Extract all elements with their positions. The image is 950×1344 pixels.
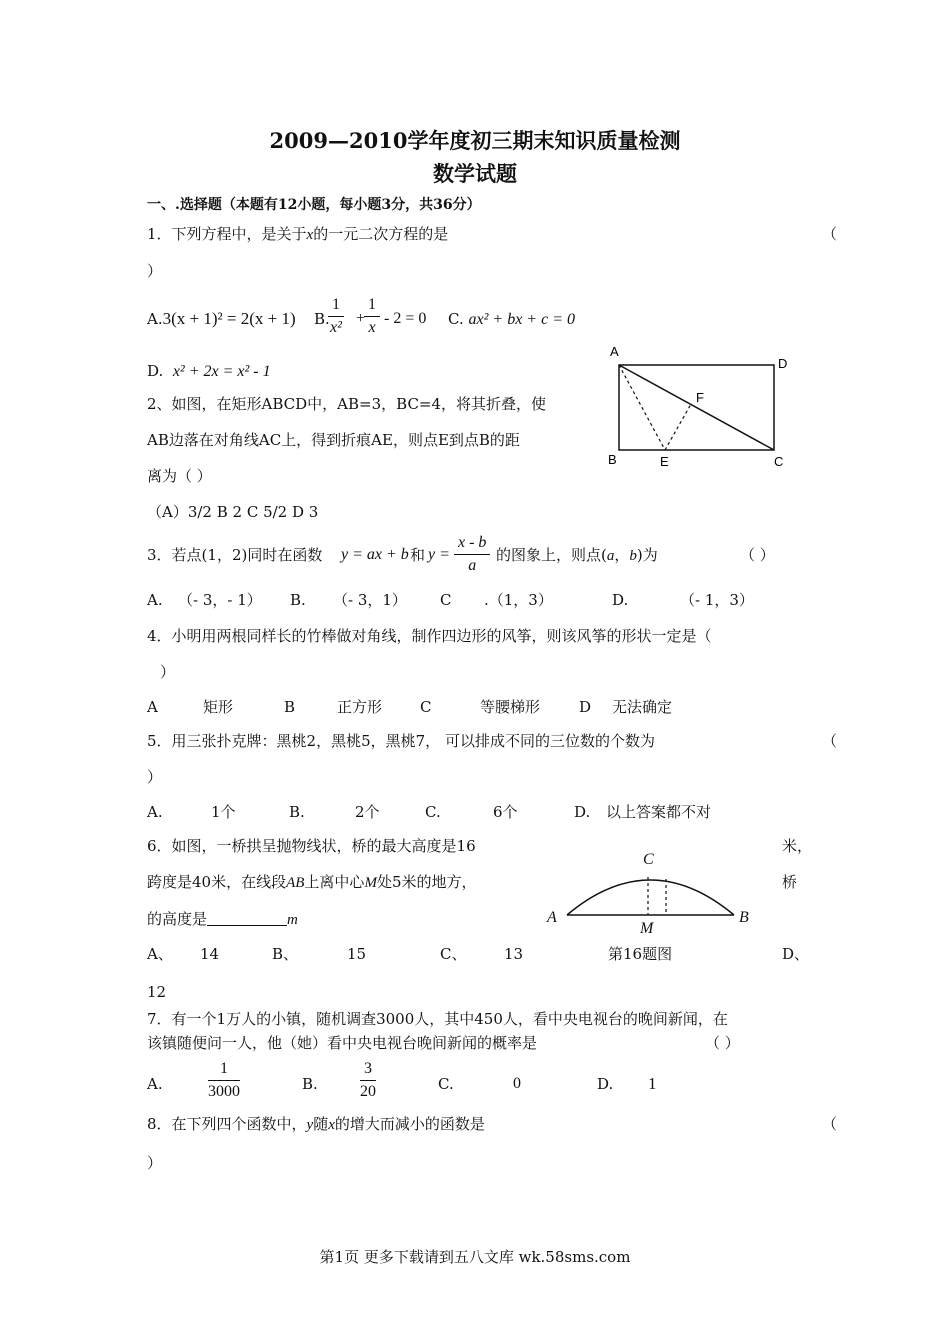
q7-option-d: D. (597, 1075, 614, 1093)
q6-option-b-value: 15 (347, 945, 367, 963)
label-d: D (778, 356, 788, 371)
label-a: A (610, 344, 619, 359)
q1-option-a: A.3(x + 1)² = 2(x + 1) (147, 309, 296, 328)
q3-stem-post: 的图象上，则点(a，b)为 (496, 546, 658, 564)
q3-option-b: B. (290, 591, 306, 609)
q5-option-a-value: 1个 (211, 803, 236, 821)
q4-option-b-value: 正方形 (337, 698, 383, 716)
q5-paren-open: （ (822, 732, 838, 750)
q3-paren: （ ） (740, 546, 775, 564)
q2-options: （A）3/2 B 2 C 5/2 D 3 (147, 503, 319, 521)
q1-paren-close: ） (147, 262, 163, 280)
page-title: 2009—2010学年度初三期末知识质量检测 (269, 128, 681, 153)
q5-option-d: D. (574, 803, 591, 821)
q5-option-b-value: 2个 (355, 803, 380, 821)
q6-figure-caption: 第16题图 (608, 945, 673, 963)
q3-and: 和 (410, 546, 426, 564)
q1-option-b-tail: - 2 = 0 (384, 310, 427, 327)
q4-close: ） (160, 663, 176, 681)
q5-option-d-value: 以上答案都不对 (606, 803, 712, 821)
q7-option-a-frac: $\frac{1}{3000}$ (208, 1060, 240, 1100)
q3-function-2-lhs: y = (428, 546, 450, 563)
q6-label-m: M (640, 920, 654, 937)
q3-stem-pre: 3．若点(1，2)同时在函数 (147, 546, 323, 564)
q7-option-b: B. (302, 1075, 318, 1093)
q5-option-b: B. (289, 803, 305, 821)
q2-line1: 2、如图，在矩形ABCD中，AB=3，BC=4，将其折叠，使 (147, 395, 547, 413)
q1-option-b-frac2: $\frac{1}{x}$ (364, 296, 380, 337)
q6-label-c: C (643, 851, 654, 868)
q1-option-c: C. ax² + bx + c = 0 (448, 310, 575, 328)
q3-function-1: y = ax + b (341, 546, 409, 563)
q4-option-d-value: 无法确定 (612, 698, 673, 716)
q2-rectangle-figure (600, 340, 800, 475)
q6-line2: 跨度是40米，在线段AB上离中心M处5米的地方， (147, 873, 477, 891)
q6-label-b: B (739, 909, 749, 926)
q4-stem: 4．小明用两根同样长的竹棒做对角线，制作四边形的风筝，则该风筝的形状一定是（ (147, 627, 712, 645)
q2-line3: 离为（ ） (147, 467, 212, 485)
label-f: F (696, 390, 704, 405)
section-heading: 一、.选择题（本题有12小题，每小题3分，共36分） (147, 197, 481, 213)
q2-line2: AB边落在对角线AC上，得到折痕AE，则点E到点B的距 (147, 431, 520, 449)
q3-option-c: C (440, 591, 452, 609)
q7-option-c-value: 0 (513, 1075, 521, 1092)
q1-option-b-frac1: $\frac{1}{\text{x²}}$ (328, 296, 344, 337)
q7-line2: 该镇随便问一人，他（她）看中央电视台晚间新闻的概率是 (147, 1034, 538, 1052)
q1-option-b-plus: + (356, 310, 366, 327)
q4-option-d: D (579, 698, 592, 716)
q5-option-c: C. (425, 803, 441, 821)
q6-option-c-value: 13 (504, 945, 524, 963)
answer-blank (207, 911, 287, 926)
q7-option-d-value: 1 (648, 1074, 657, 1093)
q3-option-b-value: （- 3，1） (333, 591, 407, 609)
q3-option-d-value: （- 1，3） (680, 591, 754, 609)
q6-line3: 的高度是 m (147, 910, 298, 928)
q4-option-a: A (147, 698, 158, 716)
q7-option-b-frac: $\frac{3}{20}$ (360, 1060, 376, 1100)
q6-label-a: A (547, 909, 557, 926)
page-subtitle: 数学试题 (433, 161, 517, 186)
q6-line1: 6．如图，一桥拱呈抛物线状，桥的最大高度是16 (147, 837, 476, 855)
q1-paren-open: （ (822, 225, 838, 243)
q4-option-c-value: 等腰梯形 (480, 698, 541, 716)
q3-option-a-value: （- 3，- 1） (178, 591, 262, 609)
q6-bridge-figure (560, 865, 740, 925)
q7-line1: 7．有一个1万人的小镇，随机调查3000人，其中450人，看中央电视台的晚间新闻，在 (147, 1010, 728, 1028)
q5-stem: 5．用三张扑克牌：黑桃2，黑桃5，黑桃7， 可以排成不同的三位数的个数为 (147, 732, 655, 750)
q1-option-b-label: B. (314, 310, 330, 328)
q3-option-a: A. (147, 591, 163, 609)
q5-paren-close: ） (147, 768, 163, 786)
q7-option-a: A. (147, 1075, 163, 1093)
q6-option-a-value: 14 (200, 945, 220, 963)
label-c: C (774, 454, 784, 469)
parabola-arch (567, 880, 734, 915)
q8-stem: 8．在下列四个函数中，y随x的增大而减小的函数是 (147, 1115, 485, 1133)
q1-option-d: D. x² + 2x = x² - 1 (147, 362, 271, 380)
q7-paren: （ ） (705, 1034, 740, 1052)
q3-option-d: D. (612, 591, 629, 609)
q6-line1-end: 米， (782, 837, 813, 855)
q6-line2-end: 桥 (782, 873, 798, 891)
q5-option-c-value: 6个 (493, 803, 518, 821)
q1-stem: 1．下列方程中，是关于x的一元二次方程的是 (147, 225, 449, 243)
q8-paren-open: （ (822, 1115, 838, 1133)
q7-option-c: C. (438, 1075, 454, 1093)
q4-option-b: B (284, 698, 296, 716)
q3-option-c-value: .（1，3） (484, 591, 553, 609)
segment-ef (665, 404, 691, 450)
page-footer: 第1页 更多下载请到五八文库 wk.58sms.com (319, 1248, 631, 1266)
q4-option-c: C (420, 698, 432, 716)
q6-option-a: A、 (147, 945, 173, 963)
label-b: B (608, 452, 617, 467)
q3-function-2-frac: $\frac{x - b}{a}$ (454, 534, 490, 575)
q6-option-c: C、 (440, 945, 467, 963)
q8-paren-close: ） (147, 1154, 163, 1172)
q6-option-b: B、 (272, 945, 299, 963)
q6-option-d: D、 (782, 945, 810, 963)
label-e: E (660, 454, 669, 469)
q6-option-d-value: 12 (147, 983, 167, 1001)
q5-option-a: A. (147, 803, 163, 821)
q4-option-a-value: 矩形 (203, 698, 234, 716)
